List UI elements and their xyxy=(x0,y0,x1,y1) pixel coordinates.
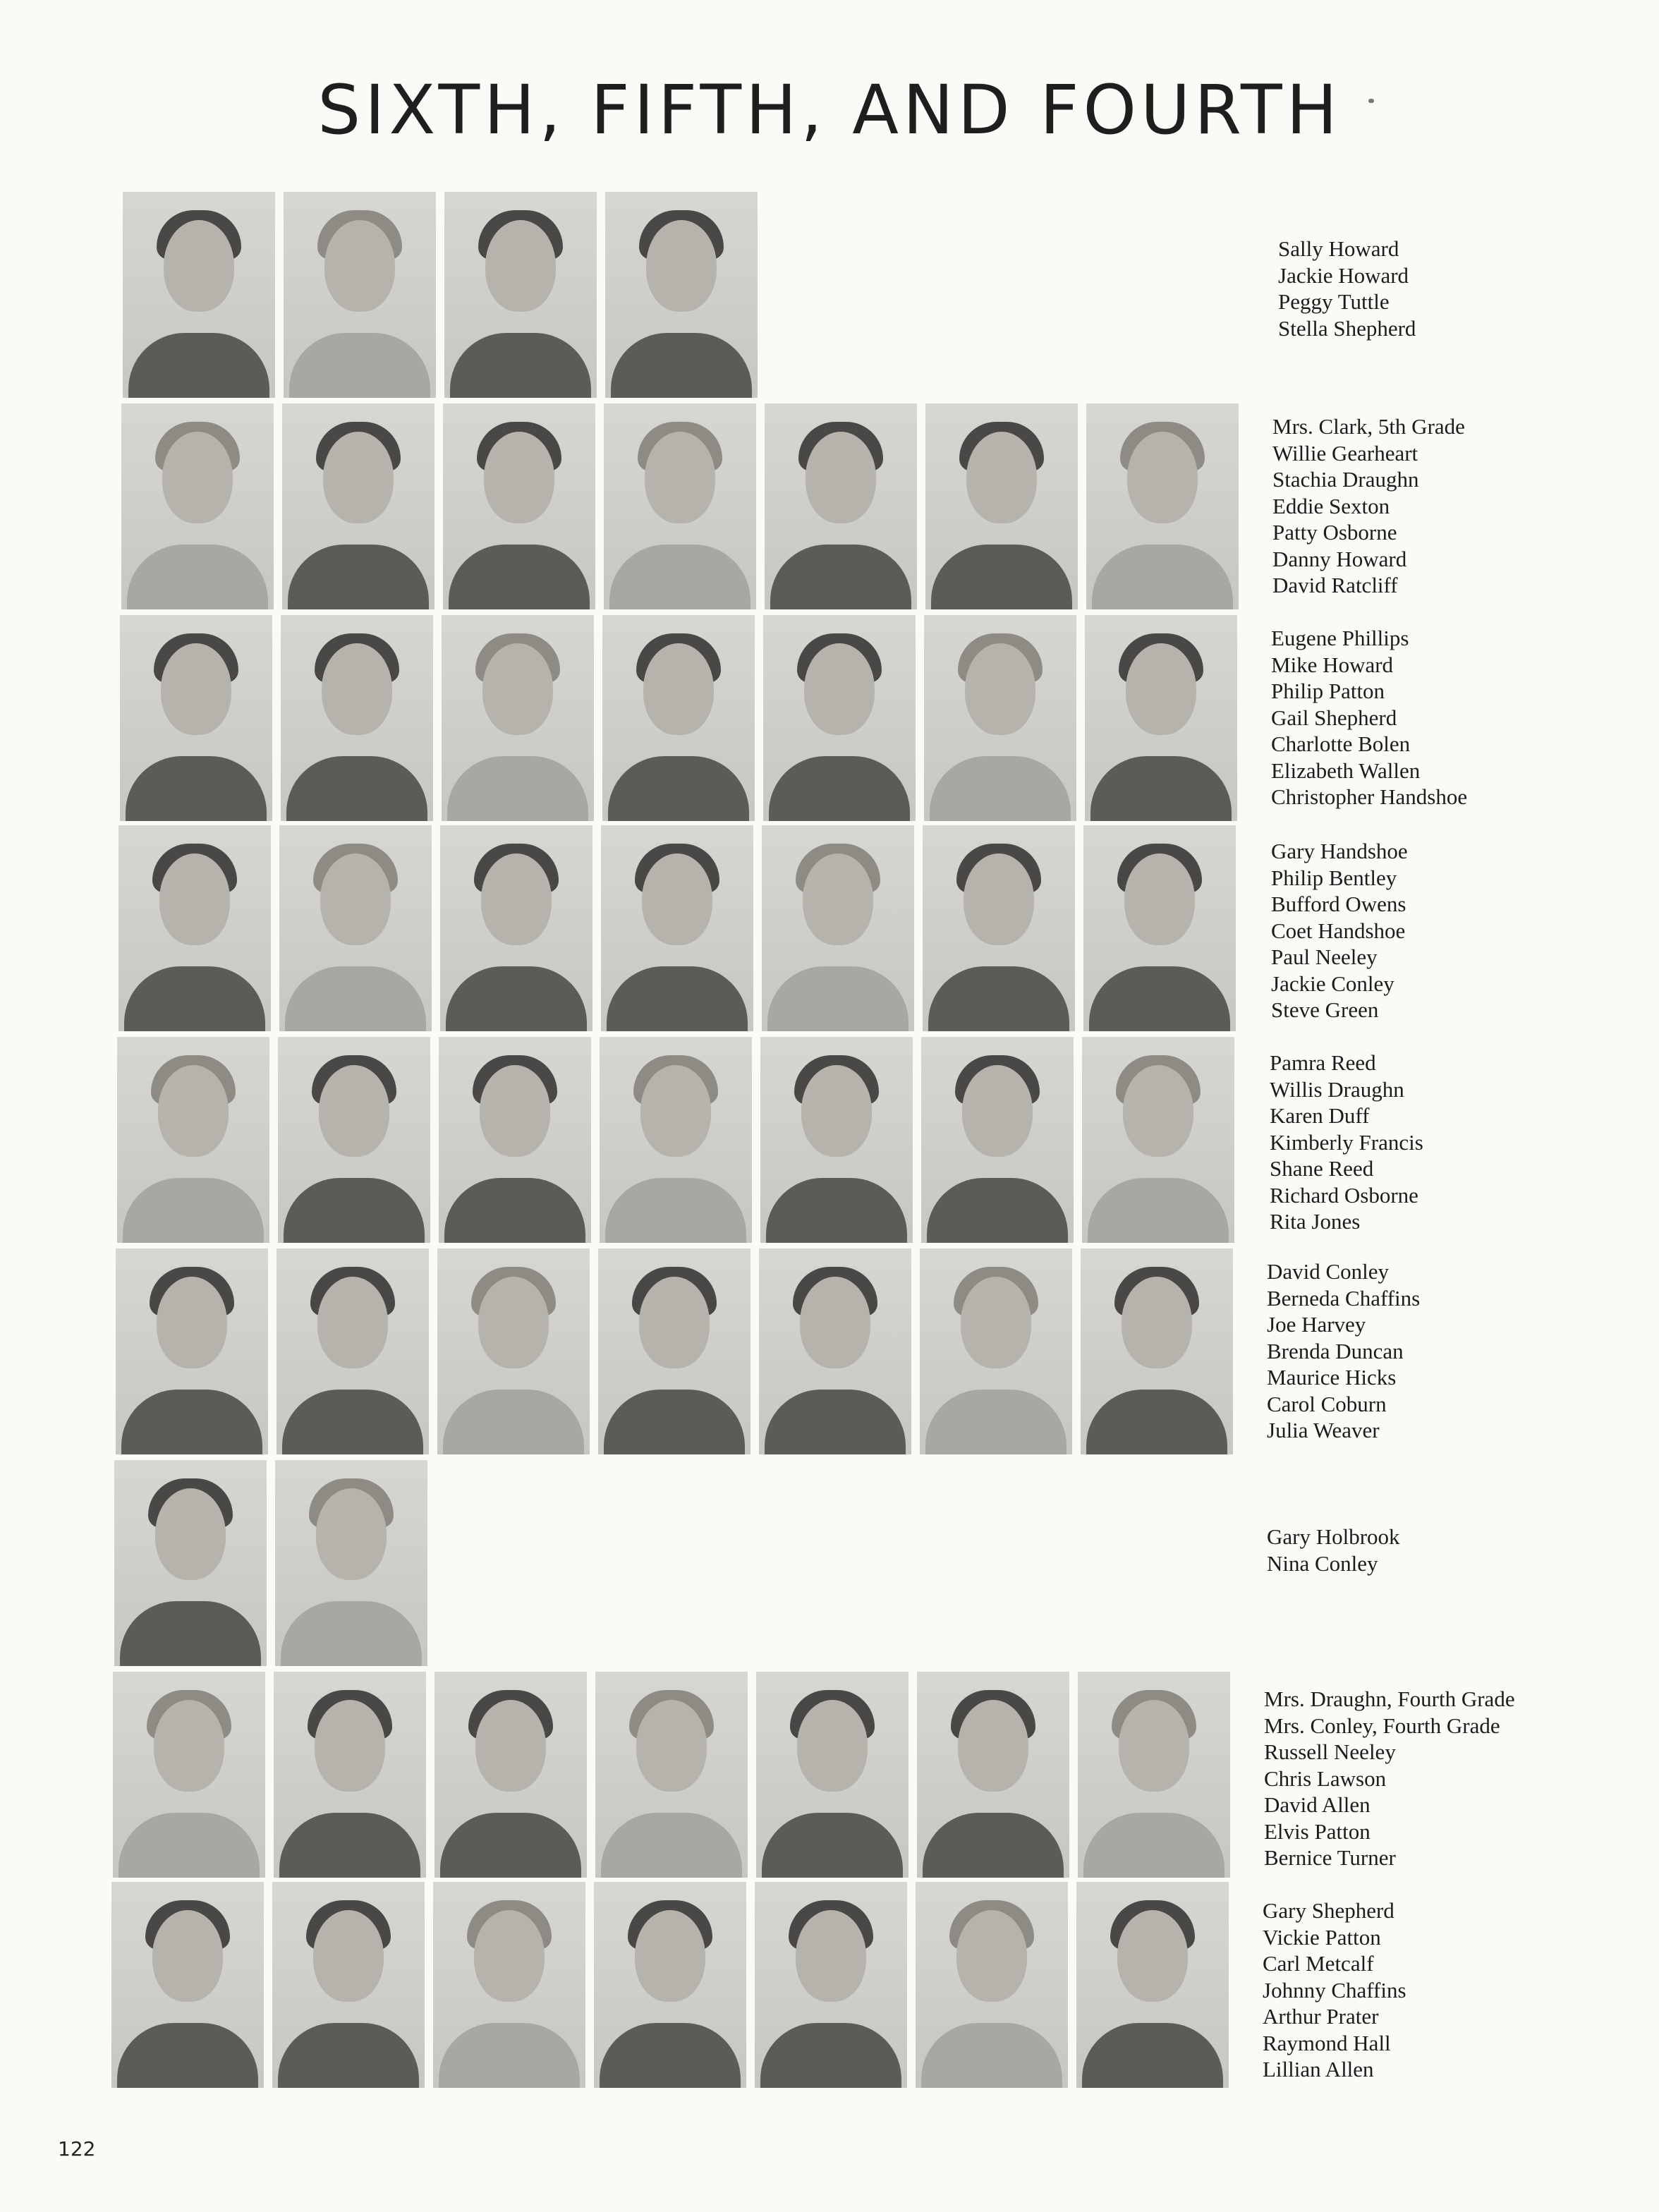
student-name: Gail Shepherd xyxy=(1271,705,1397,730)
portrait-shoulders-shape xyxy=(440,1813,581,1878)
student-portrait-photo xyxy=(433,1882,585,2088)
portrait-shoulders-shape xyxy=(601,1813,742,1878)
portrait-shoulders-shape xyxy=(126,756,267,821)
portrait-face-shape xyxy=(1126,643,1196,735)
portrait-shoulders-shape xyxy=(120,1601,261,1666)
student-portrait-photo xyxy=(440,825,592,1031)
student-portrait-photo xyxy=(604,403,756,609)
name-list xyxy=(1271,838,1408,1023)
portrait-face-shape xyxy=(1122,1277,1192,1368)
portrait-face-shape xyxy=(639,1277,710,1368)
student-portrait-photo xyxy=(439,1037,591,1243)
student-portrait-photo xyxy=(113,1672,265,1878)
portrait-face-shape xyxy=(485,220,556,312)
student-portrait-photo xyxy=(1081,1248,1233,1454)
portrait-face-shape xyxy=(313,1910,384,2002)
portrait-face-shape xyxy=(158,1065,229,1157)
portrait-shoulders-shape xyxy=(931,545,1072,609)
student-portrait-photo xyxy=(117,1037,269,1243)
student-name: Christopher Handshoe xyxy=(1271,784,1468,809)
name-list xyxy=(1264,1686,1515,1871)
portrait-face-shape xyxy=(323,432,394,523)
portrait-shoulders-shape xyxy=(765,1390,906,1454)
portrait-shoulders-shape xyxy=(128,333,269,398)
student-name: Coet Handshoe xyxy=(1271,918,1406,943)
student-name: Peggy Tuttle xyxy=(1278,289,1390,314)
portrait-shoulders-shape xyxy=(1083,1813,1224,1878)
student-name: Danny Howard xyxy=(1272,546,1407,571)
student-name: Nina Conley xyxy=(1267,1550,1378,1576)
student-name: Stella Shepherd xyxy=(1278,315,1416,341)
student-portrait-photo xyxy=(595,1672,748,1878)
page-title: SIXTH, FIFTH, AND FOURTH xyxy=(317,71,1342,150)
portrait-shoulders-shape xyxy=(279,1813,420,1878)
student-portrait-photo xyxy=(284,192,436,398)
portrait-face-shape xyxy=(316,1488,387,1580)
portrait-face-shape xyxy=(796,1910,866,2002)
portrait-face-shape xyxy=(804,643,875,735)
portrait-shoulders-shape xyxy=(769,756,910,821)
student-portrait-photo xyxy=(760,1037,913,1243)
portrait-face-shape xyxy=(320,853,391,945)
portrait-shoulders-shape xyxy=(928,966,1069,1031)
student-portrait-photo xyxy=(444,192,597,398)
portrait-shoulders-shape xyxy=(284,1178,425,1243)
portrait-shoulders-shape xyxy=(281,1601,422,1666)
portrait-shoulders-shape xyxy=(766,1178,907,1243)
student-portrait-photo xyxy=(601,825,753,1031)
portrait-shoulders-shape xyxy=(607,966,748,1031)
student-portrait-photo xyxy=(921,1037,1074,1243)
portrait-face-shape xyxy=(162,432,233,523)
portrait-shoulders-shape xyxy=(925,1390,1066,1454)
portrait-face-shape xyxy=(635,1910,705,2002)
student-portrait-photo xyxy=(443,403,595,609)
name-list xyxy=(1267,1258,1420,1444)
portrait-face-shape xyxy=(161,643,231,735)
student-name: Steve Green xyxy=(1271,997,1379,1022)
portrait-shoulders-shape xyxy=(117,2023,258,2088)
name-list xyxy=(1267,1524,1400,1576)
portrait-face-shape xyxy=(1117,1910,1188,2002)
portrait-shoulders-shape xyxy=(443,1390,584,1454)
portrait-face-shape xyxy=(154,1700,224,1792)
portrait-shoulders-shape xyxy=(1082,2023,1223,2088)
portrait-shoulders-shape xyxy=(278,2023,419,2088)
portrait-face-shape xyxy=(1127,432,1198,523)
portrait-face-shape xyxy=(1119,1700,1189,1792)
student-name: Gary Shepherd xyxy=(1263,1898,1394,1923)
student-portrait-photo xyxy=(279,825,432,1031)
student-name: Russell Neeley xyxy=(1264,1739,1396,1764)
student-portrait-photo xyxy=(437,1248,590,1454)
portrait-shoulders-shape xyxy=(923,1813,1064,1878)
class-row xyxy=(116,1248,1645,1454)
student-name: Raymond Hall xyxy=(1263,2030,1391,2055)
student-portrait-photo xyxy=(765,403,917,609)
class-row xyxy=(113,1672,1645,1878)
student-name: Mrs. Clark, 5th Grade xyxy=(1272,414,1465,439)
student-name: Maurice Hicks xyxy=(1267,1365,1397,1390)
student-portrait-photo xyxy=(1085,615,1237,821)
student-name: David Ratcliff xyxy=(1272,573,1398,597)
student-portrait-photo xyxy=(759,1248,911,1454)
student-portrait-photo xyxy=(756,1672,909,1878)
student-name: David Allen xyxy=(1264,1792,1371,1817)
portrait-shoulders-shape xyxy=(446,966,587,1031)
portrait-face-shape xyxy=(152,1910,223,2002)
portrait-face-shape xyxy=(800,1277,870,1368)
portrait-shoulders-shape xyxy=(611,333,752,398)
name-list xyxy=(1271,625,1467,810)
class-row xyxy=(111,1882,1645,2088)
student-portrait-photo xyxy=(923,825,1075,1031)
portrait-face-shape xyxy=(958,1700,1028,1792)
portrait-shoulders-shape xyxy=(124,966,265,1031)
student-portrait-photo xyxy=(602,615,755,821)
student-name: Bufford Owens xyxy=(1271,892,1406,916)
portrait-face-shape xyxy=(484,432,554,523)
portrait-face-shape xyxy=(319,1065,389,1157)
student-portrait-photo xyxy=(925,403,1078,609)
portrait-face-shape xyxy=(155,1488,226,1580)
student-name: Sally Howard xyxy=(1278,236,1399,261)
page-number: 122 xyxy=(58,2137,96,2161)
student-portrait-photo xyxy=(763,615,916,821)
student-portrait-photo xyxy=(442,615,594,821)
student-portrait-photo xyxy=(1082,1037,1234,1243)
student-portrait-photo xyxy=(120,615,272,821)
student-name: Philip Bentley xyxy=(1271,865,1397,890)
student-name: Patty Osborne xyxy=(1272,520,1397,545)
student-name: Karen Duff xyxy=(1270,1103,1370,1128)
student-name: Mrs. Draughn, Fourth Grade xyxy=(1264,1687,1515,1711)
student-name: Gary Handshoe xyxy=(1271,839,1408,863)
portrait-shoulders-shape xyxy=(450,333,591,398)
student-name: Arthur Prater xyxy=(1263,2004,1379,2029)
portrait-face-shape xyxy=(157,1277,227,1368)
portrait-face-shape xyxy=(324,220,395,312)
student-name: Julia Weaver xyxy=(1267,1418,1380,1442)
student-name: Carol Coburn xyxy=(1267,1391,1387,1416)
portrait-shoulders-shape xyxy=(447,756,588,821)
student-portrait-photo xyxy=(435,1672,587,1878)
class-row xyxy=(114,1460,1645,1666)
portrait-face-shape xyxy=(956,1910,1027,2002)
student-portrait-photo xyxy=(281,615,433,821)
portrait-face-shape xyxy=(636,1700,707,1792)
portrait-face-shape xyxy=(966,432,1037,523)
portrait-shoulders-shape xyxy=(609,545,750,609)
student-name: Shane Reed xyxy=(1270,1156,1374,1181)
portrait-face-shape xyxy=(475,1700,546,1792)
student-name: Kimberly Francis xyxy=(1270,1129,1423,1155)
portrait-shoulders-shape xyxy=(930,756,1071,821)
portrait-shoulders-shape xyxy=(127,545,268,609)
student-name: Charlotte Bolen xyxy=(1271,731,1411,756)
student-portrait-photo xyxy=(600,1037,752,1243)
student-name: Chris Lawson xyxy=(1264,1766,1387,1791)
student-portrait-photo xyxy=(1076,1882,1229,2088)
portrait-shoulders-shape xyxy=(760,2023,901,2088)
student-portrait-photo xyxy=(1086,403,1239,609)
student-name: Brenda Duncan xyxy=(1267,1338,1404,1363)
student-portrait-photo xyxy=(282,403,435,609)
student-name: Johnny Chaffins xyxy=(1263,1977,1406,2003)
portrait-face-shape xyxy=(164,220,234,312)
portrait-shoulders-shape xyxy=(285,966,426,1031)
portrait-shoulders-shape xyxy=(449,545,590,609)
portrait-face-shape xyxy=(322,643,392,735)
student-portrait-photo xyxy=(276,1248,429,1454)
student-name: Bernice Turner xyxy=(1264,1845,1396,1870)
student-name: Paul Neeley xyxy=(1271,944,1378,969)
student-portrait-photo xyxy=(1078,1672,1230,1878)
portrait-face-shape xyxy=(965,643,1035,735)
name-list xyxy=(1263,1897,1406,2083)
portrait-face-shape xyxy=(646,220,717,312)
student-name: Gary Holbrook xyxy=(1267,1524,1400,1549)
portrait-shoulders-shape xyxy=(927,1178,1068,1243)
student-portrait-photo xyxy=(605,192,758,398)
student-portrait-photo xyxy=(123,192,275,398)
student-portrait-photo xyxy=(275,1460,427,1666)
portrait-face-shape xyxy=(797,1700,868,1792)
student-portrait-photo xyxy=(121,403,274,609)
portrait-face-shape xyxy=(480,1065,550,1157)
student-name: Pamra Reed xyxy=(1270,1050,1376,1075)
portrait-shoulders-shape xyxy=(921,2023,1062,2088)
portrait-face-shape xyxy=(640,1065,711,1157)
student-name: Richard Osborne xyxy=(1270,1182,1418,1208)
portrait-shoulders-shape xyxy=(608,756,749,821)
student-name: Mike Howard xyxy=(1271,652,1394,677)
portrait-shoulders-shape xyxy=(1088,1178,1229,1243)
name-list xyxy=(1270,1050,1423,1235)
portrait-shoulders-shape xyxy=(1086,1390,1227,1454)
portrait-shoulders-shape xyxy=(439,2023,580,2088)
name-list xyxy=(1272,413,1465,599)
portrait-face-shape xyxy=(964,853,1034,945)
student-portrait-photo xyxy=(119,825,271,1031)
portrait-face-shape xyxy=(962,1065,1033,1157)
student-portrait-photo xyxy=(920,1248,1072,1454)
portrait-shoulders-shape xyxy=(444,1178,585,1243)
portrait-shoulders-shape xyxy=(762,1813,903,1878)
portrait-shoulders-shape xyxy=(770,545,911,609)
portrait-face-shape xyxy=(806,432,876,523)
portrait-face-shape xyxy=(801,1065,872,1157)
portrait-shoulders-shape xyxy=(286,756,427,821)
class-row xyxy=(117,1037,1645,1243)
portrait-face-shape xyxy=(645,432,715,523)
name-list xyxy=(1278,236,1416,341)
student-portrait-photo xyxy=(917,1672,1069,1878)
student-name: Eddie Sexton xyxy=(1272,493,1390,518)
class-row xyxy=(123,192,1645,398)
student-portrait-photo xyxy=(116,1248,268,1454)
portrait-face-shape xyxy=(1123,1065,1193,1157)
portrait-shoulders-shape xyxy=(767,966,909,1031)
portrait-shoulders-shape xyxy=(282,1390,423,1454)
portrait-shoulders-shape xyxy=(288,545,429,609)
student-name: Rita Jones xyxy=(1270,1209,1361,1234)
student-portrait-photo xyxy=(114,1460,267,1666)
portrait-face-shape xyxy=(474,1910,545,2002)
student-name: Joe Harvey xyxy=(1267,1312,1366,1337)
student-name: Berneda Chaffins xyxy=(1267,1285,1421,1311)
portrait-shoulders-shape xyxy=(289,333,430,398)
student-portrait-photo xyxy=(1083,825,1236,1031)
portrait-face-shape xyxy=(1124,853,1195,945)
portrait-face-shape xyxy=(803,853,873,945)
portrait-face-shape xyxy=(481,853,552,945)
student-portrait-photo xyxy=(916,1882,1068,2088)
portrait-face-shape xyxy=(317,1277,388,1368)
student-name: Willis Draughn xyxy=(1270,1076,1404,1102)
student-name: Stachia Draughn xyxy=(1272,467,1419,492)
student-name: David Conley xyxy=(1267,1259,1390,1284)
class-row xyxy=(120,615,1645,821)
portrait-face-shape xyxy=(315,1700,385,1792)
portrait-shoulders-shape xyxy=(600,2023,741,2088)
student-name: Vickie Patton xyxy=(1263,1924,1381,1950)
student-name: Willie Gearheart xyxy=(1272,440,1418,466)
student-portrait-photo xyxy=(598,1248,750,1454)
portrait-face-shape xyxy=(159,853,230,945)
student-name: Elizabeth Wallen xyxy=(1271,758,1421,783)
student-name: Philip Patton xyxy=(1271,679,1385,703)
student-portrait-photo xyxy=(272,1882,425,2088)
student-portrait-photo xyxy=(111,1882,264,2088)
student-portrait-photo xyxy=(278,1037,430,1243)
student-name: Carl Metcalf xyxy=(1263,1951,1374,1976)
class-row xyxy=(121,403,1645,609)
portrait-face-shape xyxy=(642,853,712,945)
portrait-shoulders-shape xyxy=(605,1178,746,1243)
student-name: Lillian Allen xyxy=(1263,2057,1374,2082)
portrait-face-shape xyxy=(961,1277,1031,1368)
portrait-shoulders-shape xyxy=(1092,545,1233,609)
portrait-face-shape xyxy=(643,643,714,735)
portrait-face-shape xyxy=(482,643,553,735)
student-name: Jackie Howard xyxy=(1278,262,1409,288)
student-name: Jackie Conley xyxy=(1271,971,1394,996)
student-portrait-photo xyxy=(762,825,914,1031)
class-row xyxy=(119,825,1645,1031)
student-name: Eugene Phillips xyxy=(1271,626,1409,650)
student-portrait-photo xyxy=(274,1672,426,1878)
student-portrait-photo xyxy=(924,615,1076,821)
portrait-shoulders-shape xyxy=(123,1178,264,1243)
portrait-face-shape xyxy=(478,1277,549,1368)
student-portrait-photo xyxy=(594,1882,746,2088)
portrait-shoulders-shape xyxy=(1089,966,1230,1031)
student-portrait-photo xyxy=(755,1882,907,2088)
portrait-shoulders-shape xyxy=(119,1813,260,1878)
student-name: Mrs. Conley, Fourth Grade xyxy=(1264,1713,1500,1738)
portrait-shoulders-shape xyxy=(1090,756,1232,821)
student-name: Elvis Patton xyxy=(1264,1818,1371,1844)
portrait-shoulders-shape xyxy=(604,1390,745,1454)
portrait-shoulders-shape xyxy=(121,1390,262,1454)
